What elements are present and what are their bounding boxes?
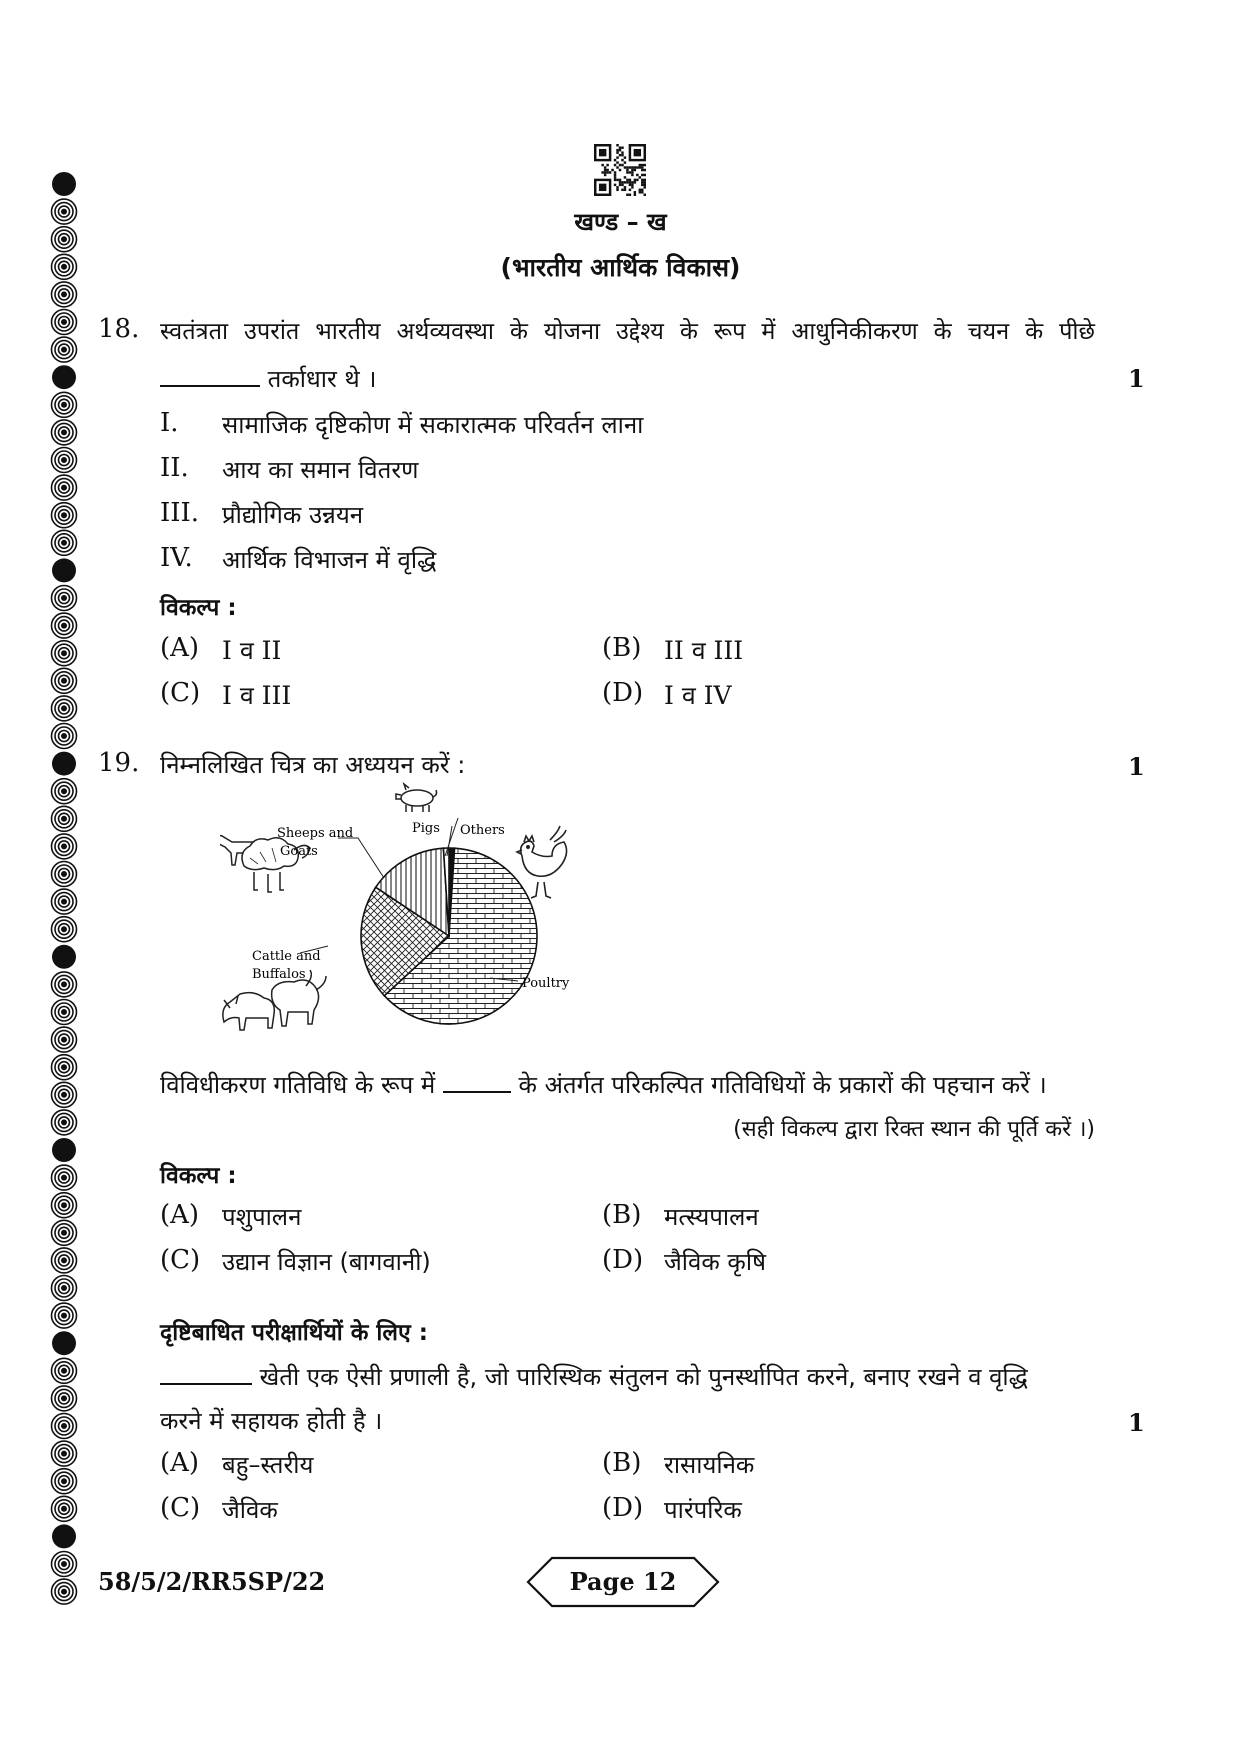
- registration-mark: [52, 1000, 77, 1025]
- registration-mark: [52, 1110, 77, 1135]
- registration-mark: [52, 392, 77, 417]
- question-number: 18.: [98, 314, 140, 344]
- options-label: विकल्प :: [160, 1163, 237, 1189]
- option-text: पारंपरिक: [664, 1496, 742, 1524]
- label-sheep: Sheeps and: [277, 826, 354, 841]
- registration-mark: [52, 172, 76, 196]
- statement-text: प्रौद्योगिक उन्नयन: [222, 501, 364, 529]
- registration-mark: [52, 613, 77, 638]
- registration-mark: [52, 530, 77, 555]
- option-letter: (C): [160, 1245, 201, 1275]
- registration-mark: [52, 586, 77, 611]
- vi-question-text-line2: करने में सहायक होती है ।: [160, 1407, 383, 1435]
- question-text: विविधीकरण गतिविधि के रूप में के अंतर्गत परिकल्पित गतिविधियों के प्रकारों की पहचान करें ।: [160, 1071, 1047, 1099]
- registration-mark: [52, 972, 77, 997]
- vi-heading: दृष्टिबाधित परीक्षार्थियों के लिए :: [160, 1320, 428, 1346]
- statement-text: आय का समान वितरण: [222, 456, 419, 484]
- option-text: जैविक: [222, 1496, 278, 1524]
- registration-mark: [52, 696, 77, 721]
- fill-note: (सही विकल्प द्वारा रिक्त स्थान की पूर्ति करें ।): [733, 1117, 1095, 1142]
- label-poultry: Poultry: [522, 976, 570, 991]
- registration-mark: [52, 1027, 77, 1052]
- statement-roman: I.: [160, 408, 179, 438]
- registration-mark: [52, 503, 77, 528]
- pig-icon: [396, 784, 437, 812]
- section-subtitle: (भारतीय आर्थिक विकास): [500, 253, 741, 282]
- registration-mark: [52, 1469, 77, 1494]
- cattle-icon: [223, 993, 274, 1030]
- qr-code: [594, 144, 646, 196]
- marks-label: 1: [1128, 752, 1145, 781]
- registration-mark: [52, 1358, 77, 1383]
- page-label: Page 12: [569, 1567, 677, 1596]
- label-pigs: Pigs: [412, 821, 440, 836]
- registration-mark: [52, 310, 77, 335]
- option-text: I व IV: [664, 681, 732, 710]
- option-letter: (A): [160, 1448, 200, 1478]
- registration-mark: [52, 1552, 77, 1577]
- option-letter: (D): [602, 1493, 644, 1523]
- statement-roman: III.: [160, 498, 200, 528]
- registration-mark: [52, 1303, 77, 1328]
- registration-mark: [52, 834, 77, 859]
- registration-mark: [52, 1193, 77, 1218]
- marks-label: 1: [1128, 364, 1145, 393]
- pie-chart: [220, 778, 640, 1048]
- registration-mark: [52, 337, 77, 362]
- registration-mark: [52, 448, 77, 473]
- registration-mark: [52, 752, 76, 776]
- registration-mark: [52, 1414, 77, 1439]
- marks-label: 1: [1128, 1408, 1145, 1437]
- registration-mark: [52, 475, 77, 500]
- registration-mark: [52, 1579, 77, 1604]
- registration-mark: [52, 1331, 76, 1355]
- paper-code: 58/5/2/RR5SP/22: [98, 1567, 326, 1596]
- registration-mark: [52, 1082, 77, 1107]
- option-letter: (B): [602, 633, 642, 663]
- margin-registration-marks: [48, 170, 80, 1620]
- registration-mark: [52, 1055, 77, 1080]
- option-text: पशुपालन: [222, 1203, 302, 1231]
- option-text: उद्यान विज्ञान (बागवानी): [222, 1248, 431, 1276]
- option-text: I व III: [222, 681, 292, 710]
- statement-roman: II.: [160, 453, 189, 483]
- answer-blank: [160, 385, 260, 387]
- option-text: बहु–स्तरीय: [222, 1451, 314, 1479]
- registration-mark: [52, 1496, 77, 1521]
- registration-mark: [52, 1524, 76, 1548]
- statement-text: सामाजिक दृष्टिकोण में सकारात्मक परिवर्तन लाना: [222, 411, 644, 439]
- registration-mark: [52, 724, 77, 749]
- registration-mark: [52, 1165, 77, 1190]
- statement-roman: IV.: [160, 543, 193, 573]
- label-cattle: Buffalos: [252, 967, 306, 982]
- option-letter: (D): [602, 1245, 644, 1275]
- option-text: I व II: [222, 636, 282, 665]
- registration-mark: [52, 945, 76, 969]
- registration-mark: [52, 1138, 76, 1162]
- registration-mark: [52, 806, 77, 831]
- registration-mark: [52, 1220, 77, 1245]
- option-letter: (D): [602, 678, 644, 708]
- answer-blank: [443, 1091, 511, 1093]
- registration-mark: [52, 917, 77, 942]
- registration-mark: [52, 365, 76, 389]
- registration-mark: [52, 558, 76, 582]
- registration-mark: [52, 1386, 77, 1411]
- registration-mark: [52, 1248, 77, 1273]
- registration-mark: [52, 1441, 77, 1466]
- section-title: खण्ड – ख: [574, 208, 667, 236]
- page-indicator: [526, 1556, 720, 1608]
- registration-mark: [52, 862, 77, 887]
- registration-mark: [52, 668, 77, 693]
- statement-text: आर्थिक विभाजन में वृद्धि: [222, 546, 437, 574]
- option-letter: (C): [160, 1493, 201, 1523]
- label-others: Others: [460, 823, 505, 838]
- rooster-icon: [517, 826, 567, 898]
- registration-mark: [52, 1276, 77, 1301]
- option-letter: (A): [160, 633, 200, 663]
- option-text: जैविक कृषि: [664, 1248, 766, 1276]
- options-label: विकल्प :: [160, 595, 237, 621]
- option-text: मत्स्यपालन: [664, 1203, 759, 1231]
- option-text: रासायनिक: [664, 1451, 755, 1479]
- option-letter: (B): [602, 1200, 642, 1230]
- question-text: स्वतंत्रता उपरांत भारतीय अर्थव्यवस्था के योजना उद्देश्य के रूप में आधुनिकीकरण के चयन के पीछे: [160, 317, 1095, 345]
- registration-mark: [52, 779, 77, 804]
- registration-mark: [52, 889, 77, 914]
- registration-mark: [52, 641, 77, 666]
- vi-question-text: खेती एक ऐसी प्रणाली है, जो पारिस्थिक संतुलन को पुनर्स्थापित करने, बनाए रखने व वृद्धि: [160, 1360, 1095, 1393]
- label-sheep: Goats: [280, 844, 318, 859]
- option-letter: (C): [160, 678, 201, 708]
- registration-mark: [52, 282, 77, 307]
- question-number: 19.: [98, 748, 140, 778]
- option-letter: (A): [160, 1200, 200, 1230]
- question-text-line2: तर्काधार थे ।: [160, 362, 376, 395]
- option-letter: (B): [602, 1448, 642, 1478]
- answer-blank: [160, 1383, 252, 1385]
- option-text: II व III: [664, 636, 744, 665]
- question-instruction: निम्नलिखित चित्र का अध्ययन करें :: [160, 751, 466, 779]
- label-cattle: Cattle and: [252, 949, 321, 964]
- registration-mark: [52, 420, 77, 445]
